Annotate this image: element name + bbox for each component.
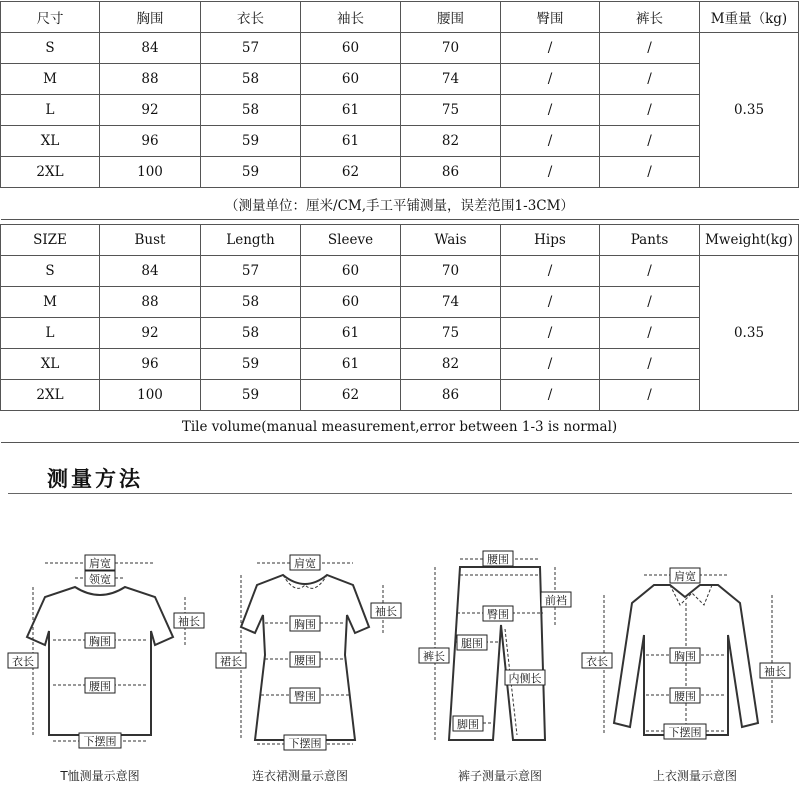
svg-text:衣长: 衣长: [12, 655, 34, 668]
table-cell: /: [501, 64, 600, 95]
table-note-row: [1, 411, 799, 443]
table-cell: 59: [201, 157, 301, 188]
svg-text:腰围: 腰围: [294, 654, 316, 667]
label-hem: [664, 724, 706, 739]
tshirt-outline: [27, 587, 173, 735]
table-cell: 70: [401, 256, 501, 287]
table-cell: /: [501, 349, 600, 380]
svg-text:胸围: 胸围: [89, 635, 111, 648]
svg-text:袖长: 袖长: [764, 665, 786, 678]
svg-text:肩宽: 肩宽: [294, 557, 316, 570]
svg-text:臀围: 臀围: [294, 690, 316, 703]
size-cell: L: [1, 318, 100, 349]
weight-cell: 0.35: [700, 33, 799, 188]
table-cell: 58: [201, 287, 301, 318]
table-cell: 60: [301, 64, 401, 95]
size-cell: L: [1, 95, 100, 126]
table-row: [1, 256, 799, 287]
svg-text:腰围: 腰围: [487, 553, 509, 566]
header-cell: 臀围: [501, 2, 600, 33]
svg-text:领宽: 领宽: [89, 573, 111, 586]
svg-text:下摆围: 下摆围: [668, 726, 702, 739]
label-collar: [85, 571, 115, 586]
label-waist: [290, 652, 320, 667]
table-row: [1, 318, 799, 349]
table-row: [1, 126, 799, 157]
size-cell: S: [1, 256, 100, 287]
weight-cell: 0.35: [700, 256, 799, 411]
table-row: [1, 157, 799, 188]
size-cell: XL: [1, 349, 100, 380]
table-cell: /: [501, 287, 600, 318]
size-table-english: [0, 224, 799, 443]
size-table-chinese: [0, 1, 799, 220]
header-cell: 胸围: [100, 2, 201, 33]
table-cell: /: [501, 95, 600, 126]
pants-caption: 裤子测量示意图: [457, 769, 542, 783]
table-cell: 96: [100, 349, 201, 380]
table-cell: 70: [401, 33, 501, 64]
svg-text:肩宽: 肩宽: [89, 557, 111, 570]
measurement-note: （测量单位：厘米/CM,手工平铺测量，误差范围1-3CM）: [1, 188, 799, 220]
label-shoulder: [290, 555, 320, 570]
label-sleeve: [174, 613, 204, 628]
label-length: [8, 653, 38, 668]
label-length: [419, 648, 449, 663]
header-cell: 尺寸: [1, 2, 100, 33]
header-cell: Wais: [401, 225, 501, 256]
label-bust: [85, 633, 115, 648]
size-cell: S: [1, 33, 100, 64]
table-cell: 100: [100, 157, 201, 188]
svg-text:脚围: 脚围: [457, 718, 479, 731]
label-waist: [670, 688, 700, 703]
table-cell: 86: [401, 157, 501, 188]
table-cell: 62: [301, 380, 401, 411]
table-cell: 61: [301, 126, 401, 157]
divider: [8, 493, 792, 494]
table-cell: 88: [100, 64, 201, 95]
label-leg-opening: [453, 716, 483, 731]
label-bust: [670, 648, 700, 663]
label-rise: [541, 592, 571, 607]
table-cell: 82: [401, 349, 501, 380]
table-cell: 58: [201, 64, 301, 95]
table-cell: 75: [401, 318, 501, 349]
header-cell: Hips: [501, 225, 600, 256]
table-row: [1, 95, 799, 126]
table-cell: /: [600, 33, 700, 64]
table-cell: 61: [301, 349, 401, 380]
table-cell: 61: [301, 318, 401, 349]
pants-diagram: [405, 545, 595, 750]
table-cell: 58: [201, 95, 301, 126]
table-header-row: [1, 225, 799, 256]
label-shoulder: [670, 568, 700, 583]
label-shoulder: [85, 555, 115, 570]
label-hem: [79, 733, 121, 748]
table-cell: /: [600, 95, 700, 126]
table-cell: /: [600, 380, 700, 411]
table-cell: /: [600, 256, 700, 287]
table-cell: /: [600, 318, 700, 349]
svg-text:前裆: 前裆: [545, 594, 567, 607]
table-cell: /: [501, 157, 600, 188]
table-row: [1, 64, 799, 95]
label-length: [582, 653, 612, 668]
table-row: [1, 380, 799, 411]
svg-text:腰围: 腰围: [89, 680, 111, 693]
label-waist: [85, 678, 115, 693]
table-cell: 59: [201, 126, 301, 157]
table-cell: /: [600, 157, 700, 188]
svg-text:臀围: 臀围: [487, 608, 509, 621]
header-cell: Mweight(kg): [700, 225, 799, 256]
table-cell: /: [600, 64, 700, 95]
table-cell: 100: [100, 380, 201, 411]
table-cell: 75: [401, 95, 501, 126]
table-cell: 82: [401, 126, 501, 157]
table-cell: 57: [201, 33, 301, 64]
table-cell: 96: [100, 126, 201, 157]
table-cell: /: [501, 256, 600, 287]
table-cell: /: [501, 380, 600, 411]
shirt-caption: 上衣测量示意图: [652, 769, 737, 783]
table-cell: 92: [100, 95, 201, 126]
header-cell: Bust: [100, 225, 201, 256]
table-cell: 84: [100, 256, 201, 287]
table-cell: 62: [301, 157, 401, 188]
svg-text:胸围: 胸围: [294, 618, 316, 631]
table-cell: 60: [301, 33, 401, 64]
label-length: [216, 653, 246, 668]
table-cell: 57: [201, 256, 301, 287]
table-header-row: [1, 2, 799, 33]
size-cell: M: [1, 64, 100, 95]
size-cell: 2XL: [1, 157, 100, 188]
svg-text:下摆围: 下摆围: [288, 737, 322, 750]
svg-text:腰围: 腰围: [674, 690, 696, 703]
dress-caption: 连衣裙测量示意图: [251, 769, 348, 783]
header-cell: 袖长: [301, 2, 401, 33]
header-cell: Length: [201, 225, 301, 256]
size-cell: XL: [1, 126, 100, 157]
table-row: [1, 287, 799, 318]
header-cell: SIZE: [1, 225, 100, 256]
section-title: 测量方法: [47, 467, 143, 491]
pants-outline: [449, 567, 545, 740]
label-inseam: [505, 670, 545, 685]
svg-text:裤长: 裤长: [423, 650, 445, 663]
table-row: [1, 33, 799, 64]
table-cell: 60: [301, 256, 401, 287]
label-sleeve: [371, 603, 401, 618]
label-hip: [483, 606, 513, 621]
header-cell: 腰围: [401, 2, 501, 33]
table-cell: 84: [100, 33, 201, 64]
tshirt-diagram: [5, 545, 200, 750]
label-hip: [290, 688, 320, 703]
svg-text:袖长: 袖长: [375, 605, 397, 618]
table-cell: 92: [100, 318, 201, 349]
table-cell: 74: [401, 287, 501, 318]
table-cell: 60: [301, 287, 401, 318]
table-cell: /: [501, 318, 600, 349]
table-cell: 74: [401, 64, 501, 95]
svg-text:腿围: 腿围: [461, 637, 483, 650]
table-cell: /: [501, 33, 600, 64]
size-cell: 2XL: [1, 380, 100, 411]
svg-text:内侧长: 内侧长: [508, 672, 542, 685]
table-cell: 86: [401, 380, 501, 411]
table-cell: /: [600, 287, 700, 318]
shirt-diagram: [586, 545, 790, 750]
dress-diagram: [205, 545, 395, 750]
header-cell: 裤长: [600, 2, 700, 33]
table-cell: /: [600, 126, 700, 157]
label-bust: [290, 616, 320, 631]
label-hem: [284, 735, 326, 750]
label-thigh: [457, 635, 487, 650]
table-row: [1, 349, 799, 380]
svg-text:下摆围: 下摆围: [83, 735, 117, 748]
table-cell: 61: [301, 95, 401, 126]
svg-text:胸围: 胸围: [674, 650, 696, 663]
table-cell: 59: [201, 349, 301, 380]
header-cell: Sleeve: [301, 225, 401, 256]
table-cell: /: [501, 126, 600, 157]
header-cell: 衣长: [201, 2, 301, 33]
table-cell: 59: [201, 380, 301, 411]
measurement-note: Tile volume(manual measurement,error between 1-3 is normal): [1, 411, 799, 443]
table-cell: 88: [100, 287, 201, 318]
size-cell: M: [1, 287, 100, 318]
svg-text:肩宽: 肩宽: [674, 570, 696, 583]
svg-text:衣长: 衣长: [586, 655, 608, 668]
label-sleeve: [760, 663, 790, 678]
table-note-row: [1, 188, 799, 220]
table-cell: /: [600, 349, 700, 380]
label-waist: [483, 551, 513, 566]
table-cell: 58: [201, 318, 301, 349]
header-cell: M重量（kg): [700, 2, 799, 33]
header-cell: Pants: [600, 225, 700, 256]
svg-text:裙长: 裙长: [220, 655, 242, 668]
svg-text:袖长: 袖长: [178, 615, 200, 628]
tshirt-caption: T恤测量示意图: [60, 769, 140, 783]
